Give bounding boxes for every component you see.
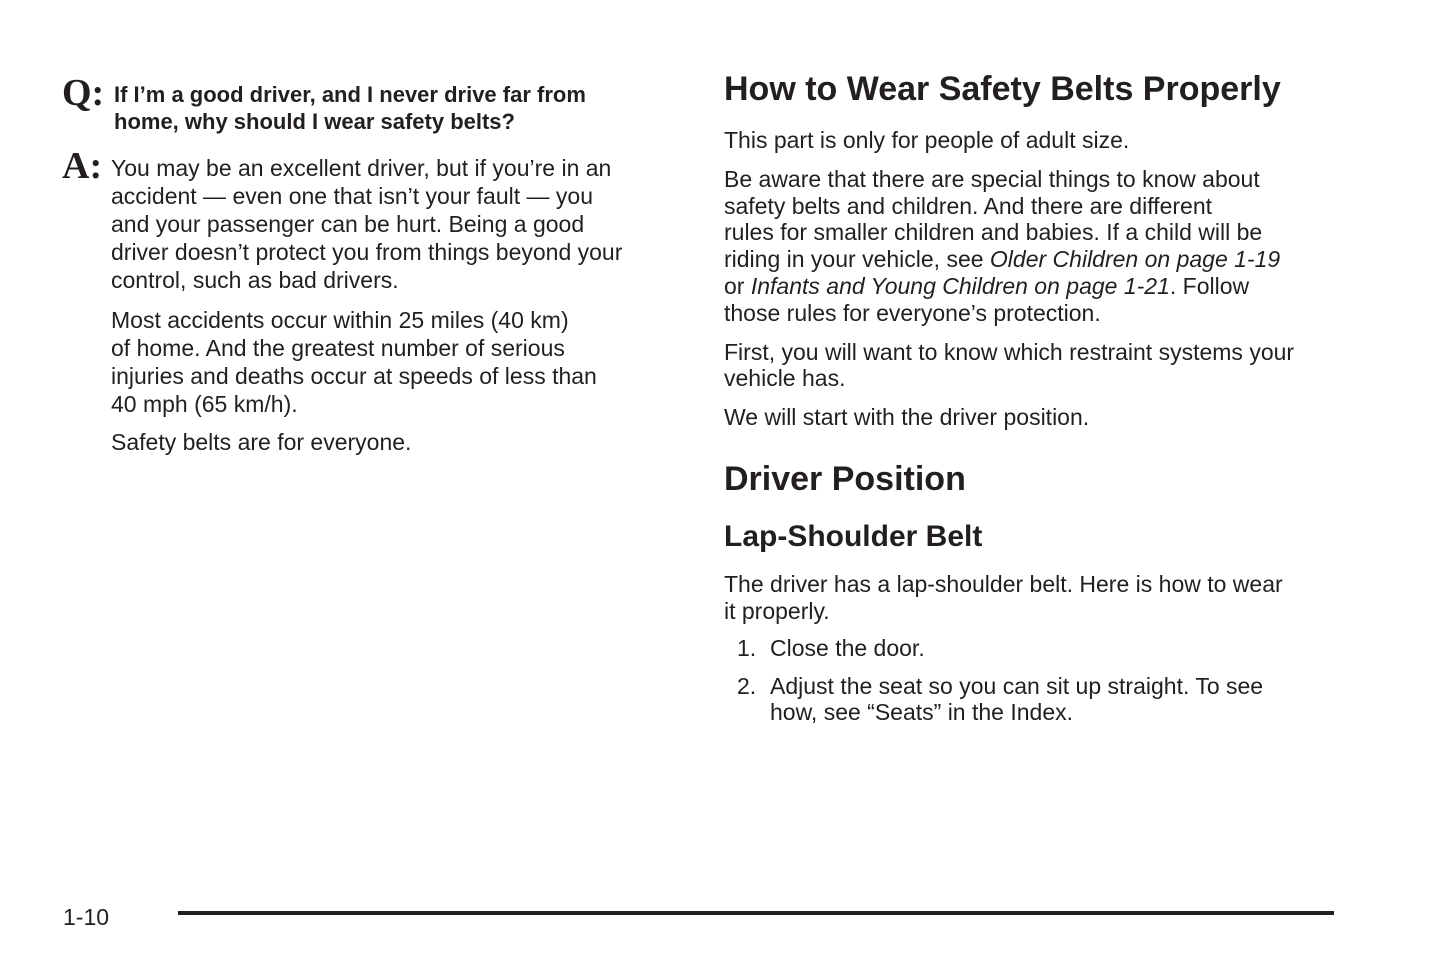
step-line: Adjust the seat so you can sit up straight. To see xyxy=(770,673,1264,699)
step-line: how, see “Seats” in the Index. xyxy=(770,699,1074,725)
older-children-reference[interactable]: Older Children on page 1-19 xyxy=(989,246,1281,272)
footer-rule xyxy=(178,911,1334,915)
a-marker: A: xyxy=(62,145,103,187)
paragraph-line: Safety belts are for everyone. xyxy=(111,429,412,455)
text: or xyxy=(724,273,751,299)
text: . Follow xyxy=(1169,273,1250,299)
answer-line: driver doesn’t protect you from things beyond your xyxy=(111,239,623,265)
paragraph-line: The driver has a lap-shoulder belt. Here is how to wear xyxy=(724,571,1283,597)
answer-line: accident — even one that isn’t your fault — you xyxy=(111,183,593,209)
heading-how-to-wear: How to Wear Safety Belts Properly xyxy=(724,70,1281,108)
answer-line: You may be an excellent driver, but if you’re in an xyxy=(111,155,612,181)
step-line: Close the door. xyxy=(770,635,925,661)
infants-reference[interactable]: Infants and Young Children on page 1-21 xyxy=(750,273,1170,299)
text: riding in your vehicle, see xyxy=(724,246,990,272)
paragraph-line: We will start with the driver position. xyxy=(724,404,1090,430)
paragraph-line: rules for smaller children and babies. If a child will be xyxy=(724,219,1263,245)
paragraph-line: of home. And the greatest number of serious xyxy=(111,335,565,361)
step-number: 1. xyxy=(737,635,757,661)
paragraph-line: it properly. xyxy=(724,598,830,624)
heading-lap-shoulder-belt: Lap-Shoulder Belt xyxy=(724,520,983,553)
paragraph-line: vehicle has. xyxy=(724,365,846,391)
paragraph-line: safety belts and children. And there are different xyxy=(724,193,1212,219)
paragraph-line: This part is only for people of adult size. xyxy=(724,127,1130,153)
paragraph-line: 40 mph (65 km/h). xyxy=(111,391,298,417)
paragraph-line xyxy=(724,272,1249,300)
answer-line: control, such as bad drivers. xyxy=(111,267,399,293)
step-number: 2. xyxy=(737,673,757,699)
paragraph-line: Most accidents occur within 25 miles (40 km) xyxy=(111,307,569,333)
answer-line: and your passenger can be hurt. Being a good xyxy=(111,211,585,237)
paragraph-line: those rules for everyone’s protection. xyxy=(724,300,1101,326)
q-marker: Q: xyxy=(62,72,105,114)
paragraph-line xyxy=(724,245,1280,273)
paragraph-line: injuries and deaths occur at speeds of less than xyxy=(111,363,597,389)
question-line: home, why should I wear safety belts? xyxy=(114,109,515,134)
paragraph-line: First, you will want to know which restraint systems your xyxy=(724,339,1295,365)
heading-driver-position: Driver Position xyxy=(724,460,966,498)
page-number: 1-10 xyxy=(63,904,110,930)
question-line: If I’m a good driver, and I never drive far from xyxy=(114,82,586,107)
paragraph-line: Be aware that there are special things to know about xyxy=(724,166,1260,192)
